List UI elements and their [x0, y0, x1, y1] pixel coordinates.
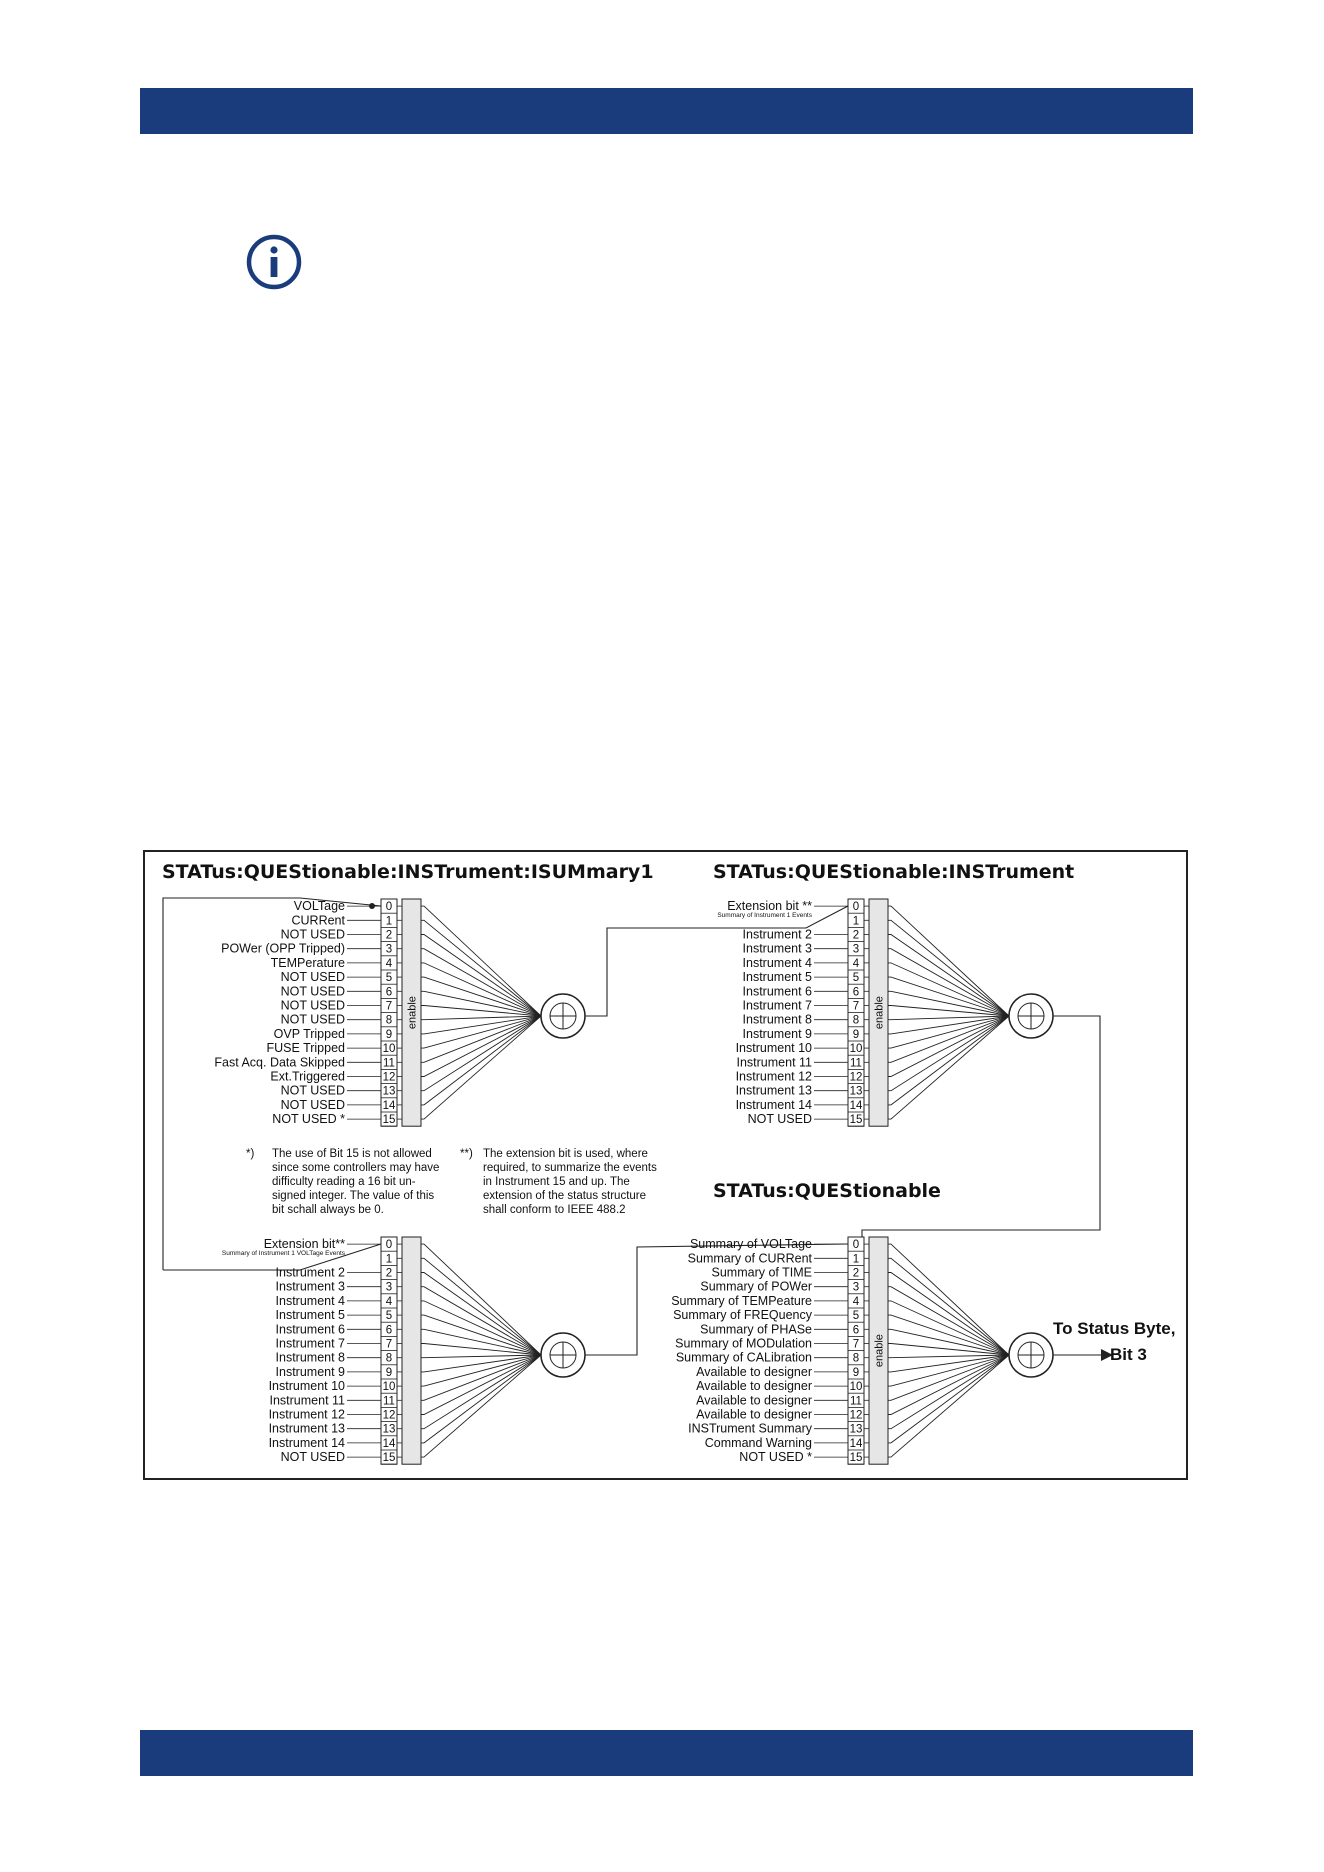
footer-band	[140, 1730, 1193, 1776]
fan-line	[421, 1016, 541, 1091]
footnote-line: The use of Bit 15 is not allowed	[272, 1148, 432, 1160]
fan-line	[421, 1301, 541, 1355]
bit-label: NOT USED	[280, 927, 345, 942]
bit-label: Instrument 9	[275, 1364, 345, 1379]
bit-number: 11	[383, 1395, 395, 1408]
bit-number: 7	[852, 1338, 860, 1351]
bit-number: 8	[385, 1352, 393, 1365]
bit-number: 4	[385, 957, 393, 970]
bit-number: 1	[385, 915, 393, 928]
bit-label: NOT USED *	[272, 1112, 345, 1127]
bit-number: 8	[385, 1014, 393, 1027]
register-title-isummary1: STATus:QUEStionable:INSTrument:ISUMmary1	[162, 861, 654, 883]
fan-line	[421, 963, 541, 1016]
bit-number: 3	[852, 943, 860, 956]
register-title-questionable: STATus:QUEStionable	[713, 1180, 941, 1202]
fan-line	[421, 1258, 541, 1355]
fan-line	[888, 1355, 1009, 1443]
bit-number: 2	[852, 1267, 860, 1280]
bit-label: Instrument 3	[742, 941, 812, 956]
bit-number: 2	[385, 929, 393, 942]
bit-number: 12	[849, 1409, 863, 1422]
bit-label: NOT USED	[280, 970, 345, 985]
fan-line	[888, 963, 1009, 1016]
footnote-marker: *)	[246, 1148, 255, 1160]
fan-line	[421, 906, 541, 1016]
bit-label: Instrument 7	[742, 998, 812, 1013]
bit-number: 13	[382, 1423, 396, 1436]
fan-line	[888, 1244, 1009, 1355]
fan-line	[888, 1355, 1009, 1400]
bit-number: 3	[385, 943, 393, 956]
bit-label: Instrument 5	[742, 970, 812, 985]
bit-label: Instrument 2	[742, 927, 812, 942]
fan-line	[421, 920, 541, 1016]
bit-number: 13	[849, 1423, 863, 1436]
register-title-instrument: STATus:QUEStionable:INSTrument	[713, 861, 1075, 883]
bit-number: 10	[849, 1381, 863, 1394]
bit-label: NOT USED	[280, 984, 345, 999]
bit-label: Summary of TIME	[711, 1265, 812, 1280]
bit-number: 0	[852, 901, 860, 914]
bit-label: Fast Acq. Data Skipped	[214, 1055, 345, 1070]
enable-label: enable	[873, 996, 886, 1030]
bit-label: Summary of FREQuency	[673, 1308, 812, 1323]
fan-line	[888, 906, 1009, 1016]
bit-number: 6	[385, 986, 393, 999]
register-questionable	[671, 1237, 1053, 1464]
bit-number: 10	[382, 1381, 396, 1394]
bit-number: 1	[385, 1253, 393, 1266]
bit-number: 7	[385, 1338, 393, 1351]
footnote-line: difficulty reading a 16 bit un-	[272, 1176, 416, 1188]
bit-number: 14	[382, 1437, 396, 1450]
bit-label: INSTrument Summary	[688, 1421, 812, 1436]
bit-number: 6	[852, 1324, 860, 1337]
bit-number: 6	[852, 986, 860, 999]
bit-label: NOT USED	[280, 1097, 345, 1112]
bit-label: Instrument 4	[275, 1293, 345, 1308]
bit-label: Instrument 10	[735, 1041, 812, 1056]
enable-column	[402, 1237, 421, 1464]
bit-label: Instrument 3	[275, 1279, 345, 1294]
footnote-line: The extension bit is used, where	[483, 1148, 648, 1160]
bit-number: 1	[852, 1253, 860, 1266]
bit-label: Instrument 7	[275, 1336, 345, 1351]
bit-label: Instrument 10	[268, 1379, 345, 1394]
bit-label: Summary of VOLTage	[689, 1237, 812, 1252]
bit-number: 6	[385, 1324, 393, 1337]
bit-number: 0	[385, 901, 393, 914]
bit-label: Instrument 13	[268, 1421, 345, 1436]
bit-label: Summary of MODulation	[675, 1336, 812, 1351]
bit-number: 9	[385, 1028, 393, 1041]
bit-label: Instrument 13	[735, 1083, 812, 1098]
bit-number: 5	[385, 1310, 393, 1323]
bit-label: Summary of PHASe	[700, 1322, 812, 1337]
bit-label: FUSE Tripped	[266, 1041, 345, 1056]
fan-line	[888, 1273, 1009, 1356]
bit-label: NOT USED	[280, 1012, 345, 1027]
fan-line	[888, 1016, 1009, 1062]
bit-number: 9	[852, 1366, 860, 1379]
bit-label: TEMPerature	[270, 955, 345, 970]
bit-number: 7	[852, 1000, 860, 1013]
bit-number: 15	[849, 1114, 863, 1127]
bit-label: Instrument 8	[742, 1012, 812, 1027]
bit-label: Summary of POWer	[700, 1279, 812, 1294]
fan-line	[888, 1258, 1009, 1355]
bit-label: Extension bit **	[727, 899, 812, 914]
bit-label: CURRent	[291, 913, 345, 928]
bit-label: Extension bit**	[263, 1237, 345, 1252]
bit-number: 14	[849, 1099, 863, 1112]
fan-line	[888, 1301, 1009, 1355]
bit-label: Instrument 8	[275, 1350, 345, 1365]
register-instrument	[717, 899, 1053, 1126]
footnote-line: in Instrument 15 and up. The	[483, 1176, 630, 1188]
bit-number: 0	[852, 1239, 860, 1252]
bit-label: Instrument 14	[735, 1097, 812, 1112]
bit-number: 4	[852, 1295, 860, 1308]
footnote-2	[460, 1148, 657, 1216]
bit-label: Instrument 2	[275, 1265, 345, 1280]
bit-label: NOT USED	[280, 998, 345, 1013]
bit-number: 7	[385, 1000, 393, 1013]
bit0-sublabel: Summary of Instrument 1 Events	[717, 912, 812, 920]
bit-number: 5	[385, 972, 393, 985]
bit-label: VOLTage	[293, 899, 345, 914]
fan-line	[888, 1355, 1009, 1429]
bit-number: 11	[850, 1395, 862, 1408]
bit-label: Instrument 11	[269, 1393, 345, 1408]
bit-label: NOT USED	[280, 1083, 345, 1098]
bit-number: 13	[849, 1085, 863, 1098]
bit-number: 4	[385, 1295, 393, 1308]
fan-line	[888, 920, 1009, 1016]
bit-label: Summary of TEMPeature	[671, 1293, 812, 1308]
bit-number: 12	[382, 1409, 396, 1422]
bit-number: 10	[849, 1043, 863, 1056]
fan-line	[421, 1016, 541, 1062]
footnote-line: bit schall always be 0.	[272, 1204, 384, 1216]
bit-label: Summary of CURRent	[687, 1251, 812, 1266]
footnote-line: required, to summarize the events	[483, 1162, 657, 1174]
footnote-1	[246, 1148, 439, 1216]
fan-line	[421, 1355, 541, 1400]
fan-line	[421, 1355, 541, 1429]
wire-instrument-to-questionable	[862, 1016, 1100, 1247]
bit-label: Available to designer	[696, 1379, 812, 1394]
footnote-line: shall conform to IEEE 488.2	[483, 1204, 626, 1216]
bit-label: Available to designer	[696, 1393, 812, 1408]
footnote-marker: **)	[460, 1148, 473, 1160]
fan-line	[421, 1006, 541, 1017]
bit-number: 2	[852, 929, 860, 942]
bit-number: 9	[852, 1028, 860, 1041]
output-label-line-1: To Status Byte,	[1053, 1319, 1176, 1338]
bit-label: Instrument 9	[742, 1026, 812, 1041]
register-isummary1	[214, 899, 585, 1126]
bit-label: NOT USED	[747, 1112, 812, 1127]
fan-line	[421, 1016, 541, 1105]
bit-label: Command Warning	[704, 1435, 812, 1450]
bit-label: POWer (OPP Tripped)	[221, 941, 345, 956]
fan-line	[888, 1016, 1009, 1091]
bit-number: 0	[385, 1239, 393, 1252]
bit-number: 12	[382, 1071, 396, 1084]
bit-number: 1	[852, 915, 860, 928]
bit-number: 5	[852, 1310, 860, 1323]
bit-label: Instrument 14	[268, 1435, 345, 1450]
fan-line	[421, 1273, 541, 1356]
fan-line	[888, 1016, 1009, 1105]
bit-number: 5	[852, 972, 860, 985]
bit-label: Available to designer	[696, 1407, 812, 1422]
bit-number: 15	[382, 1114, 396, 1127]
bit-number: 10	[382, 1043, 396, 1056]
bit-number: 14	[382, 1099, 396, 1112]
bit0-sublabel: Summary of Instrument 1 VOLTage Events	[221, 1250, 345, 1258]
bit-number: 11	[383, 1057, 395, 1070]
fan-line	[888, 1006, 1009, 1017]
bit-label: Available to designer	[696, 1364, 812, 1379]
bit-number: 12	[849, 1071, 863, 1084]
bit-number: 15	[849, 1452, 863, 1465]
bit-number: 14	[849, 1437, 863, 1450]
bit-number: 3	[852, 1281, 860, 1294]
bit-number: 9	[385, 1366, 393, 1379]
bit-label: Summary of CALibration	[675, 1350, 812, 1365]
register-extension	[222, 1237, 585, 1464]
bit-label: Ext.Triggered	[270, 1069, 345, 1084]
enable-label: enable	[406, 996, 419, 1030]
enable-label: enable	[873, 1334, 886, 1368]
bit-number: 8	[852, 1352, 860, 1365]
bit-label: Instrument 12	[735, 1069, 812, 1084]
bit-label: NOT USED	[280, 1450, 345, 1465]
bit-label: Instrument 6	[742, 984, 812, 999]
bit-number: 3	[385, 1281, 393, 1294]
bit-number: 13	[382, 1085, 396, 1098]
footnote-line: signed integer. The value of this	[272, 1190, 435, 1202]
bit-number: 4	[852, 957, 860, 970]
bit-number: 15	[382, 1452, 396, 1465]
footnote-line: since some controllers may have	[272, 1162, 440, 1174]
fan-line	[421, 1244, 541, 1355]
footnote-line: extension of the status structure	[483, 1190, 647, 1202]
bit-label: Instrument 5	[275, 1308, 345, 1323]
output-label-line-2: Bit 3	[1110, 1345, 1147, 1364]
fan-line	[421, 1355, 541, 1457]
bit-label: OVP Tripped	[273, 1026, 345, 1041]
bit-label: Instrument 12	[268, 1407, 345, 1422]
bit-number: 8	[852, 1014, 860, 1027]
bit-number: 2	[385, 1267, 393, 1280]
bit-label: NOT USED *	[739, 1450, 812, 1465]
bit-label: Instrument 6	[275, 1322, 345, 1337]
bit-number: 11	[850, 1057, 862, 1070]
fan-line	[421, 1355, 541, 1443]
fan-line	[888, 1355, 1009, 1457]
bit-label: Instrument 11	[736, 1055, 812, 1070]
bit-label: Instrument 4	[742, 955, 812, 970]
